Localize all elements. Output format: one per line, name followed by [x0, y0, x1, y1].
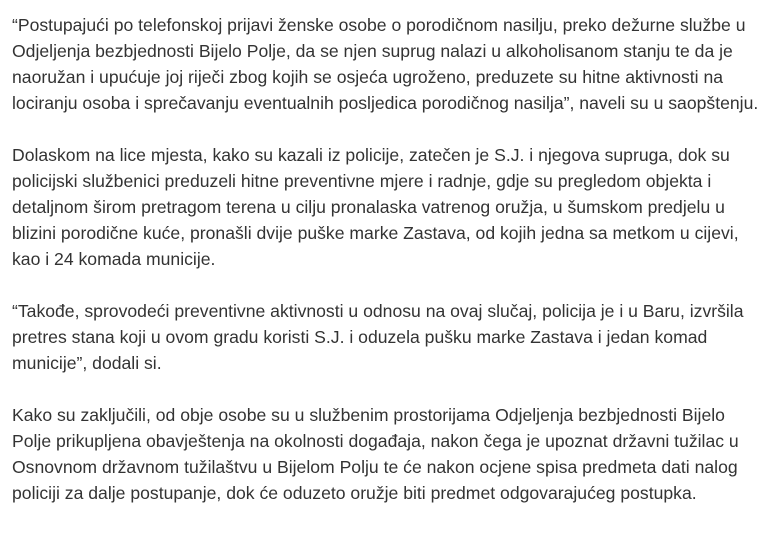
article-paragraph-4: Kako su zaključili, od obje osobe su u službenim prostorijama Odjeljenja bezbjednosti Bijelo Polje prikupljena obavještenja na okolnosti događaja, nakon čega je upoznat državni tužilac u Osnovnom državnom tužilaštvu u Bijelom Polju te će nakon ocjene spisa predmeta dati nalog policiji za dalje postupanje, dok će oduzeto oružje biti predmet odgovarajućeg postupka. — [12, 405, 739, 503]
article-paragraph-3: “Takođe, sprovodeći preventivne aktivnosti u odnosu na ovaj slučaj, policija je i u Baru, izvršila pretres stana koji u ovom gradu koristi S.J. i oduzela pušku marke Zastava i jedan komad municije”, dodali si. — [12, 301, 744, 373]
article-paragraph-1: “Postupajući po telefonskoj prijavi ženske osobe o porodičnom nasilju, preko dežurne službe u Odjeljenja bezbjednosti Bijelo Polje, da se njen suprug nalazi u alkoholisanom stanju te da je naoružan i upućuje joj riječi zbog kojih se osjeća ugroženo, preduzete su hitne aktivnosti na lociranju osoba i sprečavanju eventualnih posljedica porodičnog nasilja”, naveli su u saopštenju. — [12, 15, 759, 113]
article-paragraph-2: Dolaskom na lice mjesta, kako su kazali iz policije, zatečen je S.J. i njegova supruga, dok su policijski službenici preduzeli hitne preventivne mjere i radnje, gdje su pregledom objekta i detaljnom širom pretragom terena u cilju pronalaska vatrenog oružja, u šumskom predjelu u blizini porodične kuće, pronašli dvije puške marke Zastava, od kojih jedna sa metkom u cijevi, kao i 24 komada municije. — [12, 145, 739, 269]
